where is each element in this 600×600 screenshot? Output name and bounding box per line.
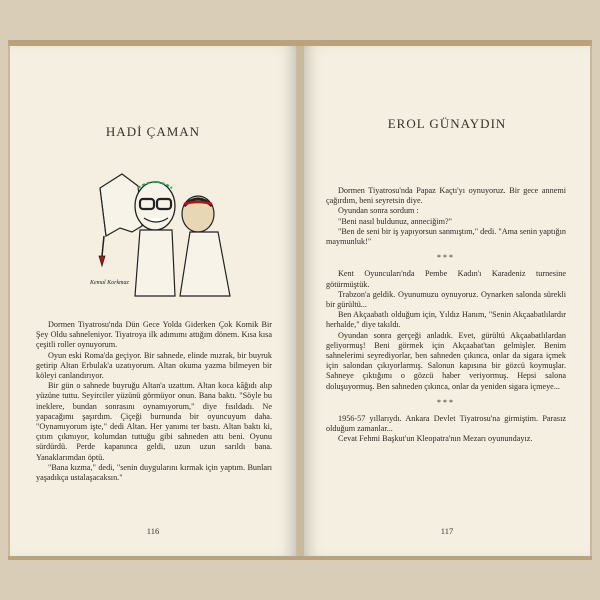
caricature-illustration xyxy=(80,166,250,306)
paragraph: Cevat Fehmi Başkut'un Kleopatra'nın Mezarı oyunundayız. xyxy=(338,434,533,444)
paragraph: Dormen Tiyatrosu'nda Papaz Kaçtı'yı oynuyoruz. Bir gece annemi çağırdım, beni seyretsin diye. xyxy=(326,186,566,206)
left-page-header: HADİ ÇAMAN xyxy=(105,124,201,139)
open-book xyxy=(8,40,592,560)
section-separator: *** xyxy=(437,253,455,263)
left-page xyxy=(10,46,297,556)
right-page-header: EROL GÜNAYDIN xyxy=(387,116,507,131)
paragraph: Kent Oyuncuları'nda Pembe Kadın'ı Karadeniz turnesine götürmüştük. xyxy=(326,269,566,289)
paragraph: "Bana kızma," dedi, "senin duygularını kırmak için yaptım. Bunları yaşadıkça ustalaşacaksın." xyxy=(36,462,272,483)
spear-tip xyxy=(99,256,105,266)
right-page-text xyxy=(326,186,566,445)
paragraph: Oyundan sonra sordum : xyxy=(338,206,419,216)
spear-shaft xyxy=(102,236,104,256)
paragraph: Ben Akçaabatlı olduğum için, Yıldız Hanım, "Senin Akçaabatlılardır herhalde," diye takıldı. xyxy=(326,310,566,330)
paragraph: Oyundan sonra gerçeği anladık. Evet, gürültü Akçaabatlılardan geliyormuş! Beni görmek için Akçaabat'tan gelmişler. Benim sahnelerimi seyrediyorlar, ben sahneden çıkınca, onlar da sigara içmek için salondan çıkıyorlarmış. Salonun kapısına bir gözcü koymuşlar. Sahneye çıktığımı o gözcü haber veriyormuş. Hepsi salona doluşuyormuş. Ben sahneden çıkınca, onlar da yeniden sigara içmeye... xyxy=(326,330,566,391)
section-separator: *** xyxy=(437,397,455,407)
right-figure-toga xyxy=(180,232,230,296)
paragraph: 1956-57 yıllarıydı. Ankara Devlet Tiyatrosu'na girmiştim. Parasız olduğum zamanlar... xyxy=(326,414,566,434)
paragraph: "Beni nasıl buldunuz, anneciğim?" xyxy=(338,216,453,226)
paragraph: "Ben de seni bir iş yapıyorsun sanmıştım," dedi. "Ama senin yaptığın maymunluk!" xyxy=(326,226,566,247)
page-number: 117 xyxy=(440,526,454,536)
right-page xyxy=(304,46,590,556)
page-number: 116 xyxy=(146,526,160,536)
artist-signature: Kemal Korkmaz xyxy=(90,280,129,286)
paragraph: Dormen Tiyatrosu'nda Dün Gece Yolda Giderken Çok Komik Bir Şey Oldu sahneleniyor. Tiyatroya ilk adımımı attığım dönem. Kısa kısa çeşitli roller oynuyorum. xyxy=(36,320,272,350)
book-bottom-edge xyxy=(8,556,592,560)
left-figure-toga xyxy=(135,230,175,296)
paragraph: Trabzon'a geldik. Oyunumuzu oynuyoruz. Oynarken salonda sürekli bir gürültü... xyxy=(326,289,566,310)
left-page-text xyxy=(36,320,272,483)
paragraph: Oyun eski Roma'da geçiyor. Bir sahnede, elinde mızrak, bir buyruk getirip Altan Erbulak'a uzatıyorum. Altan okuma yazma bilmeyen bir köleyi canlandırıyor. xyxy=(36,350,272,381)
paragraph: Bir gün o sahnede buyruğu Altan'a uzattım. Altan koca kâğıdı alıp yüzüne tuttu. Seyirciler yüzünü görmüyor onun. Bana baktı. "Söyle bu ineklere, bundan sonrasını oynamıyorum," diye fısıldadı. Ne yapacağımı şaşırdım. Çiçeği burnunda bir oyuncuyum daha. "Oynamıyorum işte," dedi Altan. Her yanımı ter bastı. Altan baktı ki, çıtım çıkmıyor, kolumdan tuttuğu gibi sahneden attı beni. Oyunu sürdürdü. Perde kapanınca geldi, uzun uzun sarıldı bana. Yanaklarımdan öptü. xyxy=(36,381,272,462)
